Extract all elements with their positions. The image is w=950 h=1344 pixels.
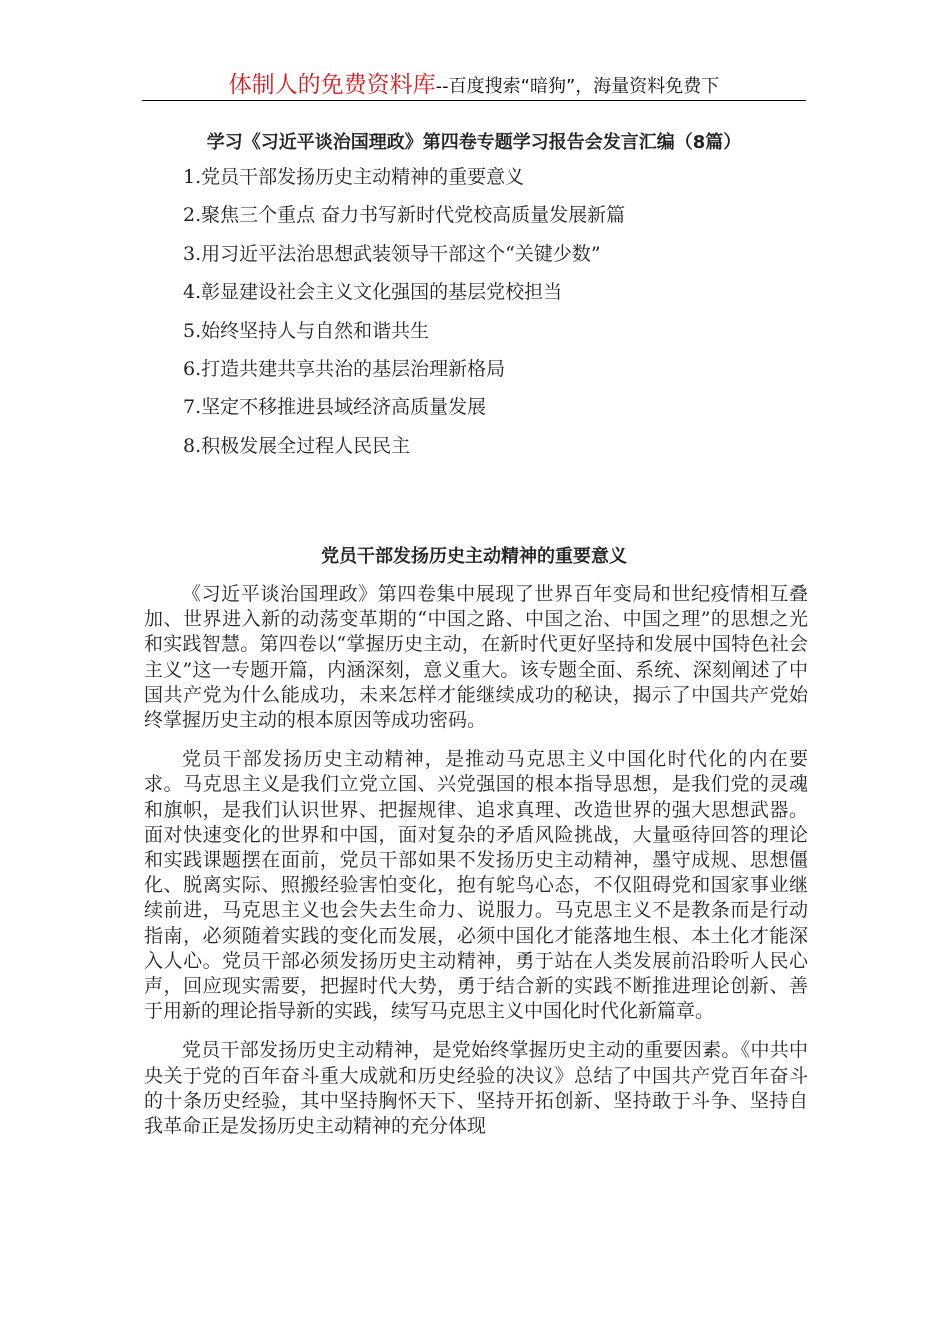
toc-item: 7.坚定不移推进县域经济高质量发展	[183, 396, 487, 419]
body-paragraph: 党员干部发扬历史主动精神，是推动马克思主义中国化时代化的内在要求。马克思主义是我们立党立国、兴党强国的根本指导思想，是我们党的灵魂和旗帜，是我们认识世界、把握规律、追求真理、改造世界的强大思想武器。面对快速变化的世界和中国，面对复杂的矛盾风险挑战，大量亟待回答的理论和实践课题摆在面前，党员干部如果不发扬历史主动精神，墨守成规、思想僵化、脱离实际、照搬经验害怕变化，抱有鸵鸟心态，不仅阻碍党和国家事业继续前进，马克思主义也会失去生命力、说服力。马克思主义不是教条而是行动指南，必须随着实践的变化而发展，必须中国化才能落地生根、本土化才能深入人心。党员干部必须发扬历史主动精神，勇于站在人类发展前沿聆听人民心声，回应现实需要，把握时代大势，勇于结合新的实践不断推进理论创新、善于用新的理论指导新的实践，续写马克思主义中国化时代化新篇章。	[144, 748, 808, 1023]
section-body	[144, 582, 808, 1153]
toc-item: 1.党员干部发扬历史主动精神的重要意义	[183, 166, 525, 188]
toc-item: 3.用习近平法治思想武装领导干部这个“关键少数”	[183, 242, 601, 265]
header-divider	[142, 100, 806, 101]
toc-item: 5.始终坚持人与自然和谐共生	[183, 319, 430, 342]
table-of-contents	[183, 162, 803, 469]
toc-item: 2.聚焦三个重点 奋力书写新时代党校高质量发展新篇	[183, 204, 626, 227]
document-title: 学习《习近平谈治国理政》第四卷专题学习报告会发言汇编（8篇）	[206, 132, 742, 153]
section-title: 党员干部发扬历史主动精神的重要意义	[321, 546, 627, 567]
body-paragraph: 《习近平谈治国理政》第四卷集中展现了世界百年变局和世纪疫情相互叠加、世界进入新的动荡变革期的“中国之路、中国之治、中国之理”的思想之光和实践智慧。第四卷以“掌握历史主动，在新时代更好坚持和发展中国特色社会主义”这一专题开篇，内涵深刻，意义重大。该专题全面、系统、深刻阐述了中国共产党为什么能成功，未来怎样才能继续成功的秘诀，揭示了中国共产党始终掌握历史主动的根本原因等成功密码。	[144, 583, 808, 732]
toc-item: 8.积极发展全过程人民民主	[183, 434, 411, 457]
toc-item: 6.打造共建共享共治的基层治理新格局	[183, 357, 506, 380]
page-header	[142, 66, 806, 99]
header-slogan: --百度搜索“暗狗”，海量资料免费下	[435, 76, 720, 97]
body-paragraph: 党员干部发扬历史主动精神，是党始终掌握历史主动的重要因素。《中共中央关于党的百年奋斗重大成就和历史经验的决议》总结了中国共产党百年奋斗的十条历史经验，其中坚持胸怀天下、坚持开拓创新、坚持敢于斗争、坚持自我革命正是发扬历史主动精神的充分体现	[144, 1039, 808, 1138]
header-brand: 体制人的免费资料库	[228, 72, 436, 98]
toc-item: 4.彰显建设社会主义文化强国的基层党校担当	[183, 281, 563, 304]
